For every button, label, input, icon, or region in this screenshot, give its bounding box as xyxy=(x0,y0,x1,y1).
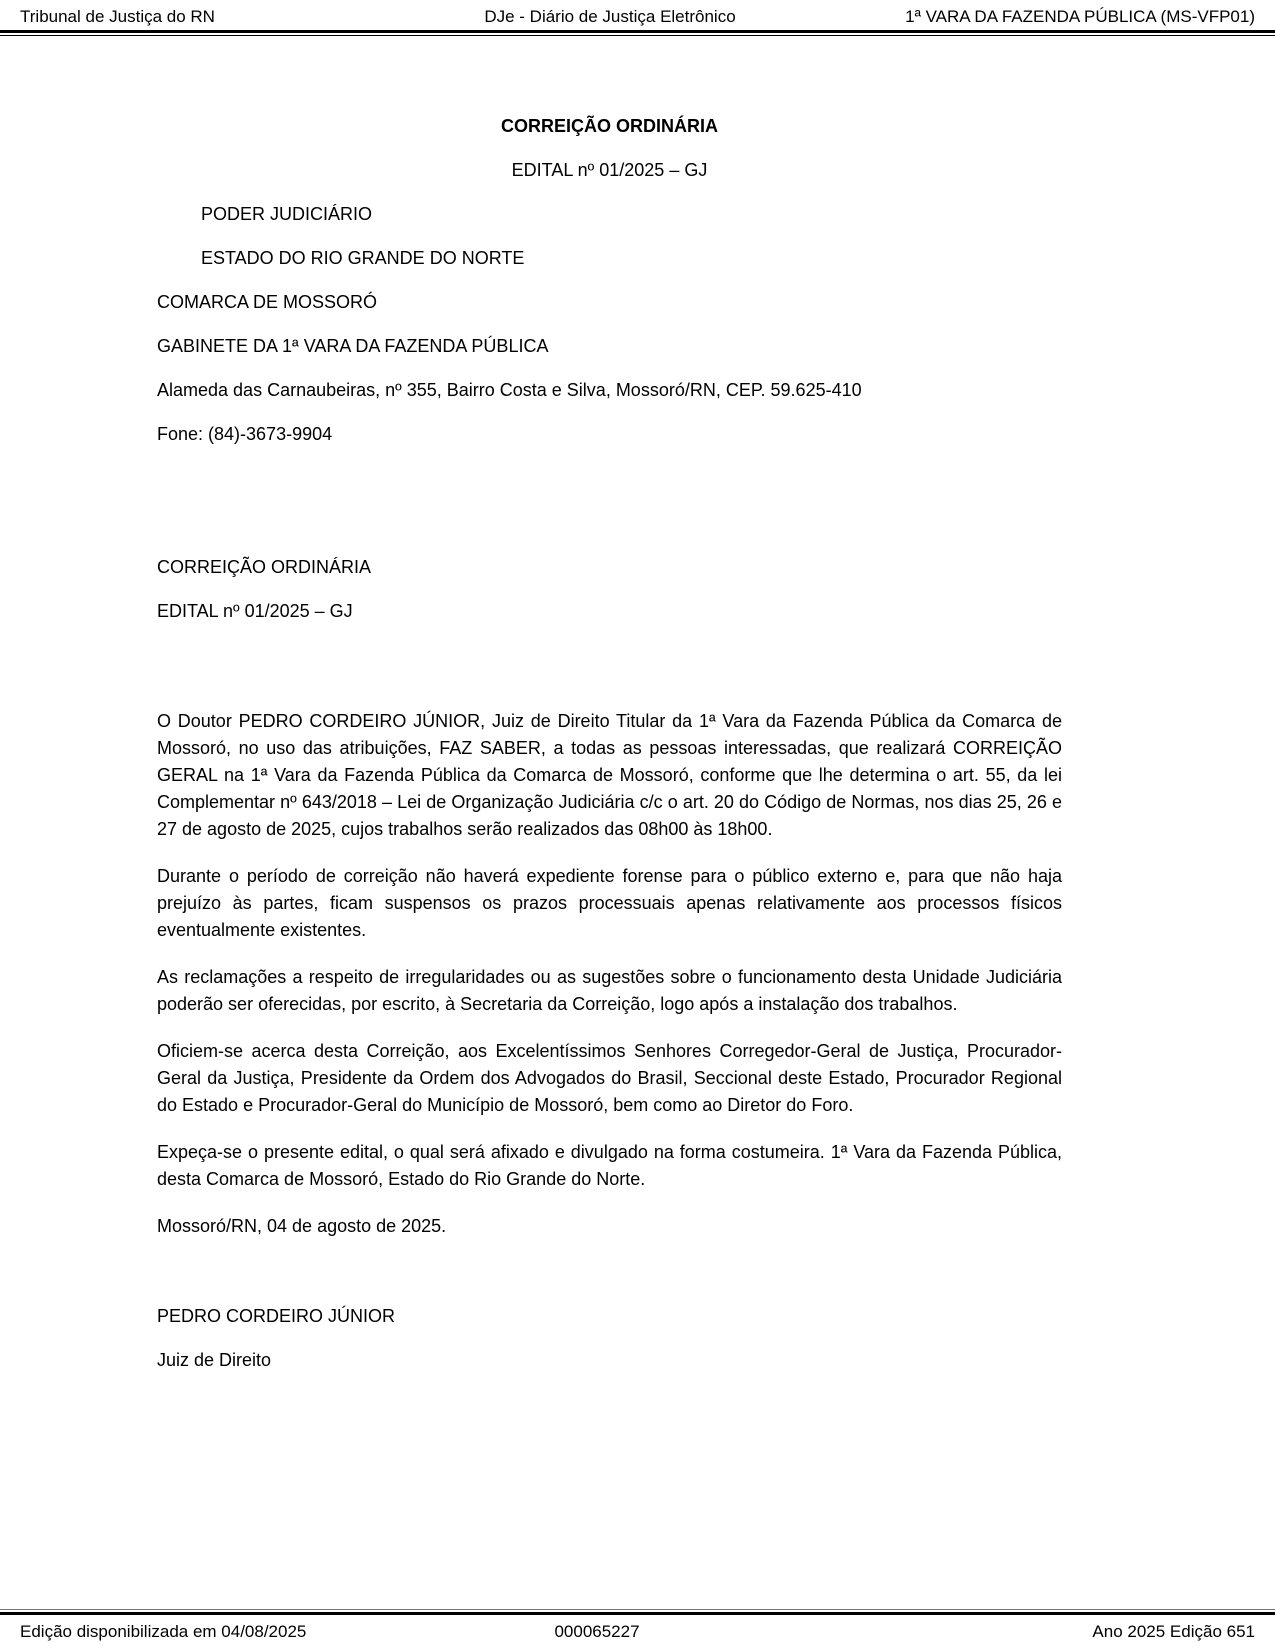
letterhead-gabinete: GABINETE DA 1ª VARA DA FAZENDA PÚBLICA xyxy=(157,336,549,356)
date-place-line: Mossoró/RN, 04 de agosto de 2025. xyxy=(157,1216,447,1236)
letterhead-phone: Fone: (84)-3673-9904 xyxy=(157,424,333,444)
signature-role: Juiz de Direito xyxy=(157,1350,272,1370)
header-court-name: Tribunal de Justiça do RN xyxy=(20,7,215,26)
paragraph-reclamacoes: As reclamações a respeito de irregularidades ou as sugestões sobre o funcionamento desta Unidade Judiciária poderão ser oferecidas, por escrito, à Secretaria da Correição, logo após a instalação dos trabalhos. xyxy=(157,967,1062,1014)
paragraph-expediente: Durante o período de correição não haverá expediente forense para o público externo e, para que não haja prejuízo às partes, ficam suspensos os prazos processuais apenas relativamente aos processos físicos eventualmente existentes. xyxy=(157,866,1062,940)
letterhead-address: Alameda das Carnaubeiras, nº 355, Bairro Costa e Silva, Mossoró/RN, CEP. 59.625-410 xyxy=(157,380,862,400)
footer-document-number: 000065227 xyxy=(554,1622,640,1641)
letterhead-comarca: COMARCA DE MOSSORÓ xyxy=(157,292,378,312)
paragraph-faz-saber: O Doutor PEDRO CORDEIRO JÚNIOR, Juiz de Direito Titular da 1ª Vara da Fazenda Pública da Comarca de Mossoró, no uso das atribuições, FAZ SABER, a todas as pessoas interessadas, que realizará CORREIÇÃO GERAL na 1ª Vara da Fazenda Pública da Comarca de Mossoró, conforme que lhe determina o art. 55, da lei Complementar nº 643/2018 – Lei de Organização Judiciária c/c o art. 20 do Código de Normas, nos dias 25, 26 e 27 de agosto de 2025, cujos trabalhos serão realizados das 08h00 às 18h00. xyxy=(157,711,1062,839)
signature-name: PEDRO CORDEIRO JÚNIOR xyxy=(157,1306,396,1326)
document-edital-number: EDITAL nº 01/2025 – GJ xyxy=(511,160,708,180)
paragraph-expeca-se: Expeça-se o presente edital, o qual será afixado e divulgado na forma costumeira. 1ª Vara da Fazenda Pública, desta Comarca de Mossoró, Estado do Rio Grande do Norte. xyxy=(157,1142,1062,1189)
section-edital-number: EDITAL nº 01/2025 – GJ xyxy=(157,601,353,621)
document-title: CORREIÇÃO ORDINÁRIA xyxy=(500,116,718,136)
header-unit-name: 1ª VARA DA FAZENDA PÚBLICA (MS-VFP01) xyxy=(905,7,1255,26)
footer-edition-date: Edição disponibilizada em 04/08/2025 xyxy=(20,1622,307,1641)
footer-divider xyxy=(0,1609,1275,1615)
letterhead-estado: ESTADO DO RIO GRANDE DO NORTE xyxy=(201,248,525,268)
paragraph-oficiem-se: Oficiem-se acerca desta Correição, aos Excelentíssimos Senhores Corregedor-Geral de Justiça, Procurador-Geral da Justiça, Presidente da Ordem dos Advogados do Brasil, Seccional deste Estado, Procurador Regional do Estado e Procurador-Geral do Município de Mossoró, bem como ao Diretor do Foro. xyxy=(157,1041,1062,1115)
document-content xyxy=(157,36,1062,1374)
footer-edition-number: Ano 2025 Edição 651 xyxy=(1092,1622,1255,1641)
section-title: CORREIÇÃO ORDINÁRIA xyxy=(157,557,372,577)
letterhead-poder-judiciario: PODER JUDICIÁRIO xyxy=(201,204,373,224)
header-journal-title: DJe - Diário de Justiça Eletrônico xyxy=(484,7,736,26)
